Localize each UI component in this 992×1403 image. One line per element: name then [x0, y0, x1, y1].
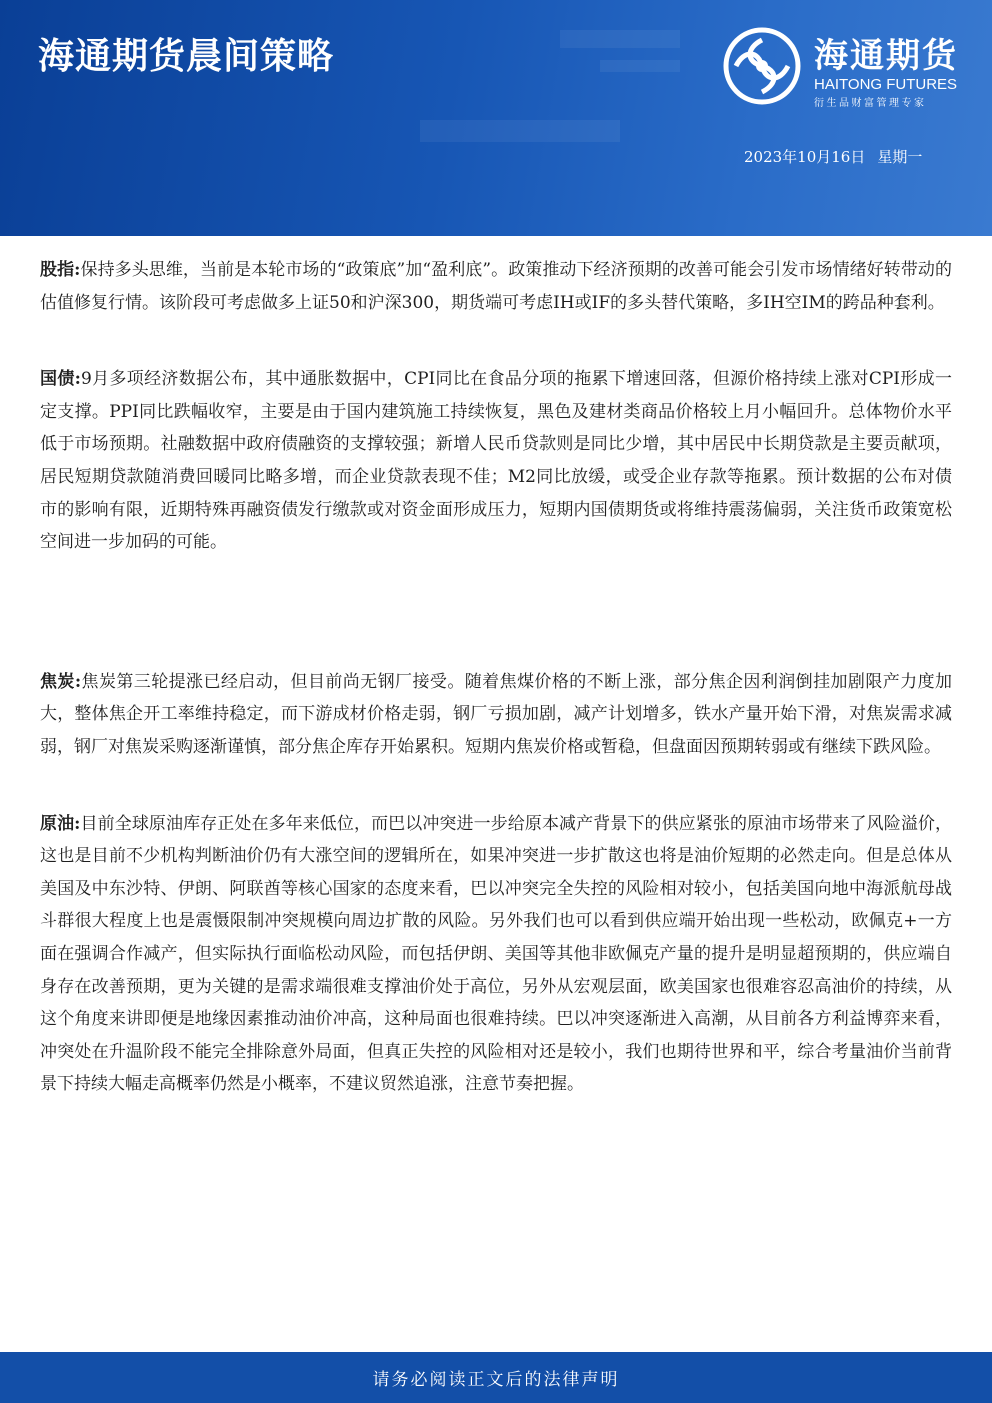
section-coke — [40, 666, 952, 764]
legal-disclaimer-text[interactable]: 请务必阅读正文后的法律声明 — [372, 1370, 620, 1390]
haitong-logo-icon — [722, 26, 802, 106]
logo-name-cn: 海通期货 — [814, 36, 958, 76]
section-label: 股指: — [40, 260, 81, 280]
section-stock-index — [40, 254, 952, 319]
section-label: 原油: — [40, 813, 81, 834]
report-title: 海通期货晨间策略 — [38, 36, 335, 77]
report-body — [40, 254, 952, 1101]
legal-disclaimer-bar[interactable] — [0, 1352, 992, 1403]
header-decoration — [600, 60, 680, 72]
report-weekday: 星期一 — [877, 148, 923, 166]
logo-slogan: 衍生品财富管理专家 — [814, 98, 927, 109]
report-header — [0, 0, 992, 236]
section-label: 焦炭: — [40, 671, 82, 692]
company-logo — [722, 26, 972, 108]
header-decoration — [560, 30, 680, 48]
section-text: 焦炭第三轮提涨已经启动，但目前尚无钢厂接受。随着焦煤价格的不断上涨，部分焦企因利润倒挂加剧限产力度加大，整体焦企开工率维持稳定，而下游成材价格走弱，钢厂亏损加剧，减产计划增多，铁水产量开始下滑，对焦炭需求减弱，钢厂对焦炭采购逐渐谨慎，部分焦企库存开始累积。短期内焦炭价格或暂稳，但盘面因预期转弱或有继续下跌风险。 — [40, 671, 953, 757]
section-text: 目前全球原油库存正处在多年来低位，而巴以冲突进一步给原本减产背景下的供应紧张的原油市场带来了风险溢价，这也是目前不少机构判断油价仍有大涨空间的逻辑所在，如果冲突进一步扩散这也将是油价短期的必然走向。但是总体从美国及中东沙特、伊朗、阿联酋等核心国家的态度来看，巴以冲突完全失控的风险相对较小，包括美国向地中海派航母战斗群很大程度上也是震慑限制冲突规模向周边扩散的风险。另外我们也可以看到供应端开始出现一些松动，欧佩克+一方面在强调合作减产，但实际执行面临松动风险，而包括伊朗、美国等其他非欧佩克产量的提升是明显超预期的，供应端自身存在改善预期，更为关键的是需求端很难支撑油价处于高位，另外从宏观层面，欧美国家也很难容忍高油价的持续，从这个角度来讲即便是地缘因素推动油价冲高，这种局面也很难持续。巴以冲突逐渐进入高潮，从目前各方利益博弈来看，冲突处在升温阶段不能完全排除意外局面，但真正失控的风险相对还是较小，我们也期待世界和平，综合考量油价当前背景下持续大幅走高概率仍然是小概率，不建议贸然追涨，注意节奏把握。 — [40, 813, 953, 1095]
section-text: 9月多项经济数据公布，其中通胀数据中，CPI同比在食品分项的拖累下增速回落，但源价格持续上涨对CPI形成一定支撑。PPI同比跌幅收窄，主要是由于国内建筑施工持续恢复，黑色及建材类商品价格较上月小幅回升。总体物价水平低于市场预期。社融数据中政府债融资的支撑较强；新增人民币贷款则是同比少增，其中居民中长期贷款是主要贡献项，居民短期贷款随消费回暖同比略多增，而企业贷款表现不佳；M2同比放缓，或受企业存款等拖累。预计数据的公布对债市的影响有限，近期特殊再融资债发行缴款或对资金面形成压力，短期内国债期货或将维持震荡偏弱，关注货币政策宽松空间进一步加码的可能。 — [40, 369, 953, 553]
section-label: 国债: — [40, 369, 81, 390]
section-text: 保持多头思维，当前是本轮市场的“政策底”加“盈利底”。政策推动下经济预期的改善可能会引发市场情绪好转带动的估值修复行情。该阶段可考虑做多上证50和沪深300，期货端可考虑IH或IF的多头替代策略，多IH空IM的跨品种套利。 — [40, 260, 952, 313]
report-date: 2023年10月16日 — [744, 148, 866, 166]
report-date-line — [744, 146, 922, 167]
logo-name-en: HAITONG FUTURES — [814, 76, 958, 93]
header-decoration — [420, 120, 620, 142]
section-crude-oil — [40, 808, 952, 1101]
section-treasury-bond — [40, 363, 952, 559]
